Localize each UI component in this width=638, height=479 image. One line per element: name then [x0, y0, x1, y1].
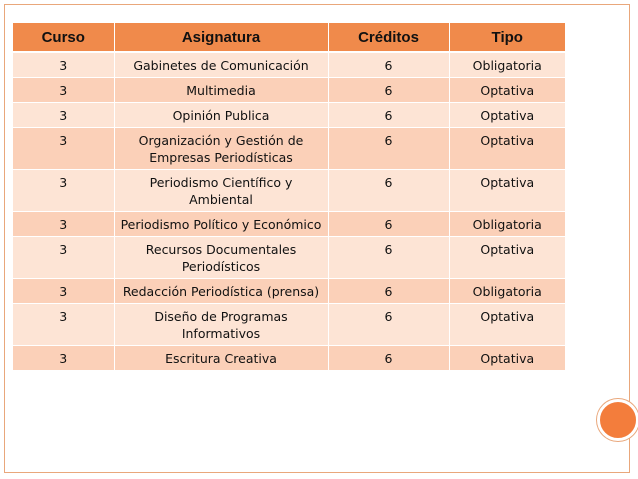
cell-curso: 3 — [13, 128, 114, 170]
cell-tipo: Optativa — [449, 346, 565, 371]
table-row — [13, 78, 565, 103]
cell-tipo: Optativa — [449, 78, 565, 103]
cell-asignatura: Recursos Documentales Periodísticos — [114, 237, 328, 279]
cell-curso: 3 — [13, 237, 114, 279]
cell-creditos: 6 — [328, 237, 449, 279]
cell-creditos: 6 — [328, 212, 449, 237]
table-row — [13, 170, 565, 212]
cell-creditos: 6 — [328, 279, 449, 304]
cell-tipo: Optativa — [449, 304, 565, 346]
cell-creditos: 6 — [328, 346, 449, 371]
cell-tipo: Optativa — [449, 237, 565, 279]
cell-creditos: 6 — [328, 170, 449, 212]
table-row — [13, 52, 565, 78]
table-header-row — [13, 23, 565, 52]
courses-table — [13, 23, 565, 371]
cell-asignatura: Diseño de Programas Informativos — [114, 304, 328, 346]
cell-tipo: Optativa — [449, 128, 565, 170]
cell-asignatura: Periodismo Político y Económico — [114, 212, 328, 237]
table-row — [13, 103, 565, 128]
cell-curso: 3 — [13, 170, 114, 212]
cell-curso: 3 — [13, 52, 114, 78]
cell-tipo: Obligatoria — [449, 279, 565, 304]
cell-creditos: 6 — [328, 78, 449, 103]
table-row — [13, 128, 565, 170]
cell-curso: 3 — [13, 78, 114, 103]
header-tipo: Tipo — [449, 23, 565, 52]
cell-tipo: Optativa — [449, 103, 565, 128]
header-creditos: Créditos — [328, 23, 449, 52]
cell-curso: 3 — [13, 346, 114, 371]
table-row — [13, 279, 565, 304]
cell-tipo: Obligatoria — [449, 212, 565, 237]
cell-curso: 3 — [13, 212, 114, 237]
header-asignatura: Asignatura — [114, 23, 328, 52]
decorative-circle — [597, 399, 638, 441]
cell-asignatura: Multimedia — [114, 78, 328, 103]
table-row — [13, 346, 565, 371]
cell-asignatura: Escritura Creativa — [114, 346, 328, 371]
cell-tipo: Obligatoria — [449, 52, 565, 78]
cell-creditos: 6 — [328, 128, 449, 170]
cell-asignatura: Opinión Publica — [114, 103, 328, 128]
cell-asignatura: Gabinetes de Comunicación — [114, 52, 328, 78]
cell-creditos: 6 — [328, 304, 449, 346]
cell-asignatura: Organización y Gestión de Empresas Periodísticas — [114, 128, 328, 170]
cell-curso: 3 — [13, 103, 114, 128]
table-row — [13, 237, 565, 279]
table-row — [13, 212, 565, 237]
cell-creditos: 6 — [328, 103, 449, 128]
table-row — [13, 304, 565, 346]
cell-curso: 3 — [13, 279, 114, 304]
cell-asignatura: Redacción Periodística (prensa) — [114, 279, 328, 304]
cell-asignatura: Periodismo Científico y Ambiental — [114, 170, 328, 212]
cell-creditos: 6 — [328, 52, 449, 78]
cell-tipo: Optativa — [449, 170, 565, 212]
cell-curso: 3 — [13, 304, 114, 346]
header-curso: Curso — [13, 23, 114, 52]
